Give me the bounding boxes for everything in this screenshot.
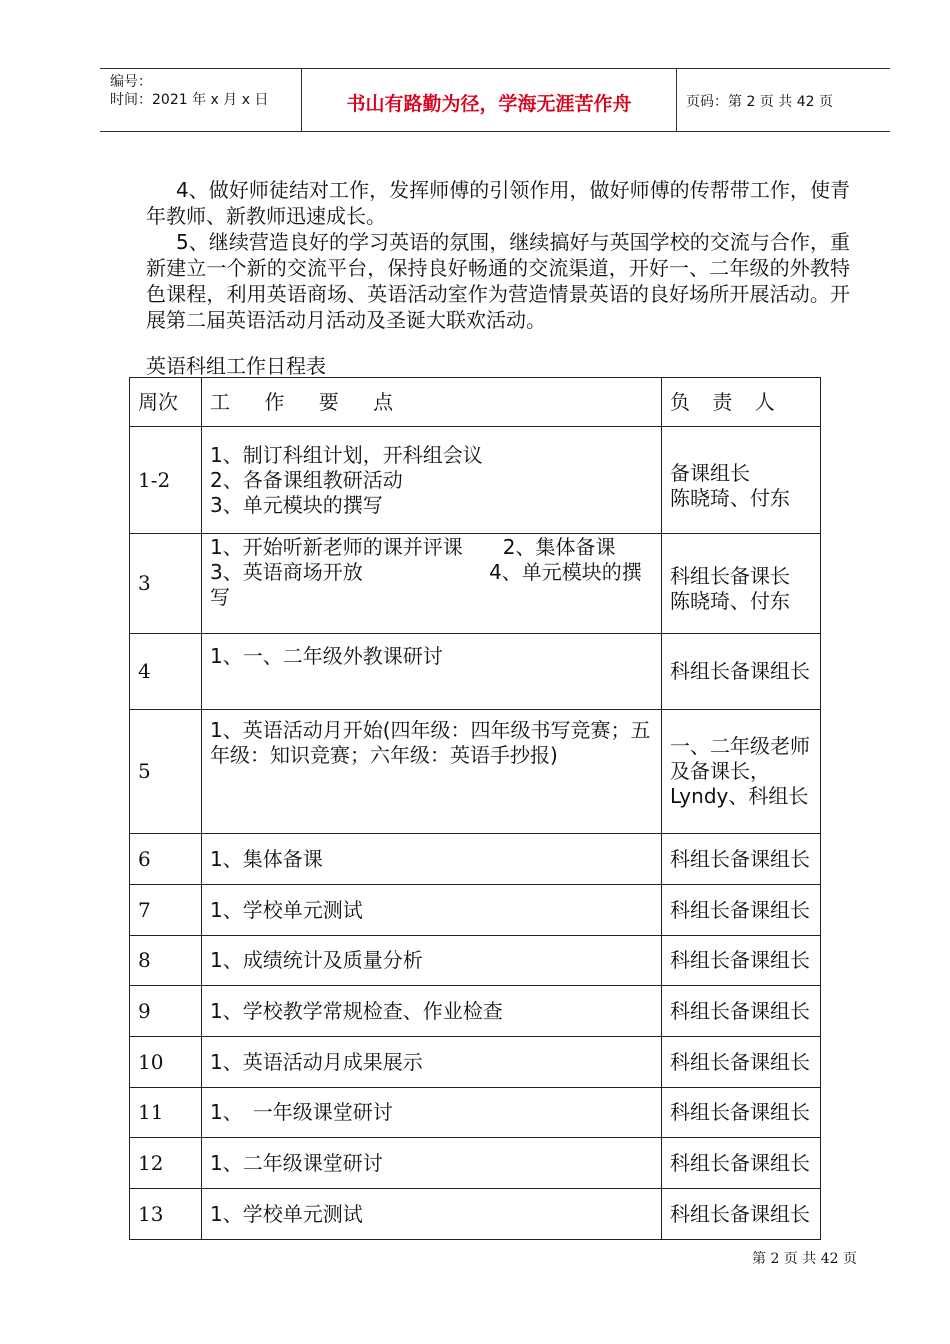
task-cell xyxy=(202,634,662,710)
week-cell: 3 xyxy=(130,534,202,634)
header-owner xyxy=(662,378,821,427)
task-line: 1、一、二年级外教课研讨 xyxy=(210,644,443,668)
header-owner-label: 负 责 人 xyxy=(670,389,783,414)
owner-cell xyxy=(662,710,821,834)
owner-cell: 科组长备课组长 xyxy=(662,885,821,936)
header-page-info: 页码：第 2 页 共 42 页 xyxy=(686,94,833,110)
week-cell: 11 xyxy=(130,1088,202,1138)
week-cell: 13 xyxy=(130,1189,202,1240)
doc-number-label: 编号： xyxy=(110,74,152,90)
table-row xyxy=(130,427,821,534)
page-footer: 第 2 页 共 42 页 xyxy=(752,1251,857,1267)
owner-line: 科组长备课长 xyxy=(670,563,790,588)
week-cell: 12 xyxy=(130,1138,202,1189)
page-header xyxy=(100,68,890,132)
paragraph-5-text: 5、继续营造良好的学习英语的氛围，继续搞好与英国学校的交流与合作，重新建立一个新的交流平台，保持良好畅通的交流渠道，开好一、二年级的外教特色课程，利用英语商场、英语活动室作为营造情景英语的良好场所开展活动。开展第二届英语活动月活动及圣诞大联欢活动。 xyxy=(146,230,850,332)
task-cell: 1、成绩统计及质量分析 xyxy=(202,936,662,986)
paragraph-5 xyxy=(146,229,850,333)
week-cell: 1-2 xyxy=(130,427,202,534)
owner-cell: 科组长备课组长 xyxy=(662,834,821,885)
table-row xyxy=(130,885,821,936)
table-row xyxy=(130,986,821,1037)
week-cell: 9 xyxy=(130,986,202,1037)
table-row xyxy=(130,1037,821,1088)
week-cell: 5 xyxy=(130,710,202,834)
task-cell xyxy=(202,534,662,634)
table-header-row xyxy=(130,378,821,427)
owner-cell: 科组长备课组长 xyxy=(662,1138,821,1189)
task-cell xyxy=(202,710,662,834)
owner-cell: 科组长备课组长 xyxy=(662,986,821,1037)
owner-line: 及备课长，Lyndy、科组长 xyxy=(670,759,809,808)
schedule-table xyxy=(129,377,821,1240)
week-cell: 7 xyxy=(130,885,202,936)
task-line: 1、制订科组计划，开科组会议 xyxy=(210,442,483,467)
task-line: 1、开始听新老师的课并评课 2、集体备课 xyxy=(210,535,616,559)
task-line: 2、各备课组教研活动 xyxy=(210,467,403,492)
task-cell: 1、学校单元测试 xyxy=(202,885,662,936)
task-cell: 1、英语活动月成果展示 xyxy=(202,1037,662,1088)
owner-line: 科组长备课组长 xyxy=(670,659,810,683)
owner-line: 陈晓琦、付东 xyxy=(670,588,790,613)
owner-cell xyxy=(662,427,821,534)
paragraph-4-text: 4、做好师徒结对工作，发挥师傅的引领作用，做好师傅的传帮带工作，使青年教师、新教师迅速成长。 xyxy=(146,178,850,228)
owner-cell xyxy=(662,534,821,634)
owner-cell: 科组长备课组长 xyxy=(662,1088,821,1138)
table-row xyxy=(130,936,821,986)
owner-cell: 科组长备课组长 xyxy=(662,936,821,986)
header-page-cell xyxy=(676,69,890,131)
table-row xyxy=(130,634,821,710)
task-cell: 1、 一年级课堂研讨 xyxy=(202,1088,662,1138)
week-cell: 10 xyxy=(130,1037,202,1088)
task-line: 1、英语活动月开始(四年级：四年级书写竞赛；五年级：知识竞赛；六年级：英语手抄报) xyxy=(210,718,651,767)
owner-cell xyxy=(662,634,821,710)
task-line: 3、英语商场开放 4、单元模块的撰写 xyxy=(210,560,642,609)
table-row xyxy=(130,834,821,885)
owner-line: 一、二年级老师 xyxy=(670,734,810,758)
task-cell: 1、学校单元测试 xyxy=(202,1189,662,1240)
task-line: 3、单元模块的撰写 xyxy=(210,492,383,517)
table-row xyxy=(130,534,821,634)
task-cell xyxy=(202,427,662,534)
table-title: 英语科组工作日程表 xyxy=(146,354,326,378)
header-motto: 书山有路勤为径，学海无涯苦作舟 xyxy=(346,93,632,115)
task-cell: 1、二年级课堂研讨 xyxy=(202,1138,662,1189)
header-week: 周次 xyxy=(130,378,202,427)
table-row xyxy=(130,1189,821,1240)
header-motto-cell xyxy=(301,69,677,131)
paragraph-4 xyxy=(146,177,850,229)
task-cell: 1、学校教学常规检查、作业检查 xyxy=(202,986,662,1037)
table-row xyxy=(130,710,821,834)
owner-cell: 科组长备课组长 xyxy=(662,1189,821,1240)
owner-line: 备课组长 xyxy=(670,461,750,485)
header-meta xyxy=(100,69,300,131)
week-cell: 6 xyxy=(130,834,202,885)
week-cell: 8 xyxy=(130,936,202,986)
week-cell: 4 xyxy=(130,634,202,710)
table-row xyxy=(130,1088,821,1138)
owner-line: 陈晓琦、付东 xyxy=(670,486,790,510)
owner-cell: 科组长备课组长 xyxy=(662,1037,821,1088)
header-task xyxy=(202,378,662,427)
header-task-label: 工 作 要 点 xyxy=(210,389,408,414)
task-cell: 1、集体备课 xyxy=(202,834,662,885)
table-row xyxy=(130,1138,821,1189)
date-label: 时间：2021 年 x 月 x 日 xyxy=(110,92,269,108)
